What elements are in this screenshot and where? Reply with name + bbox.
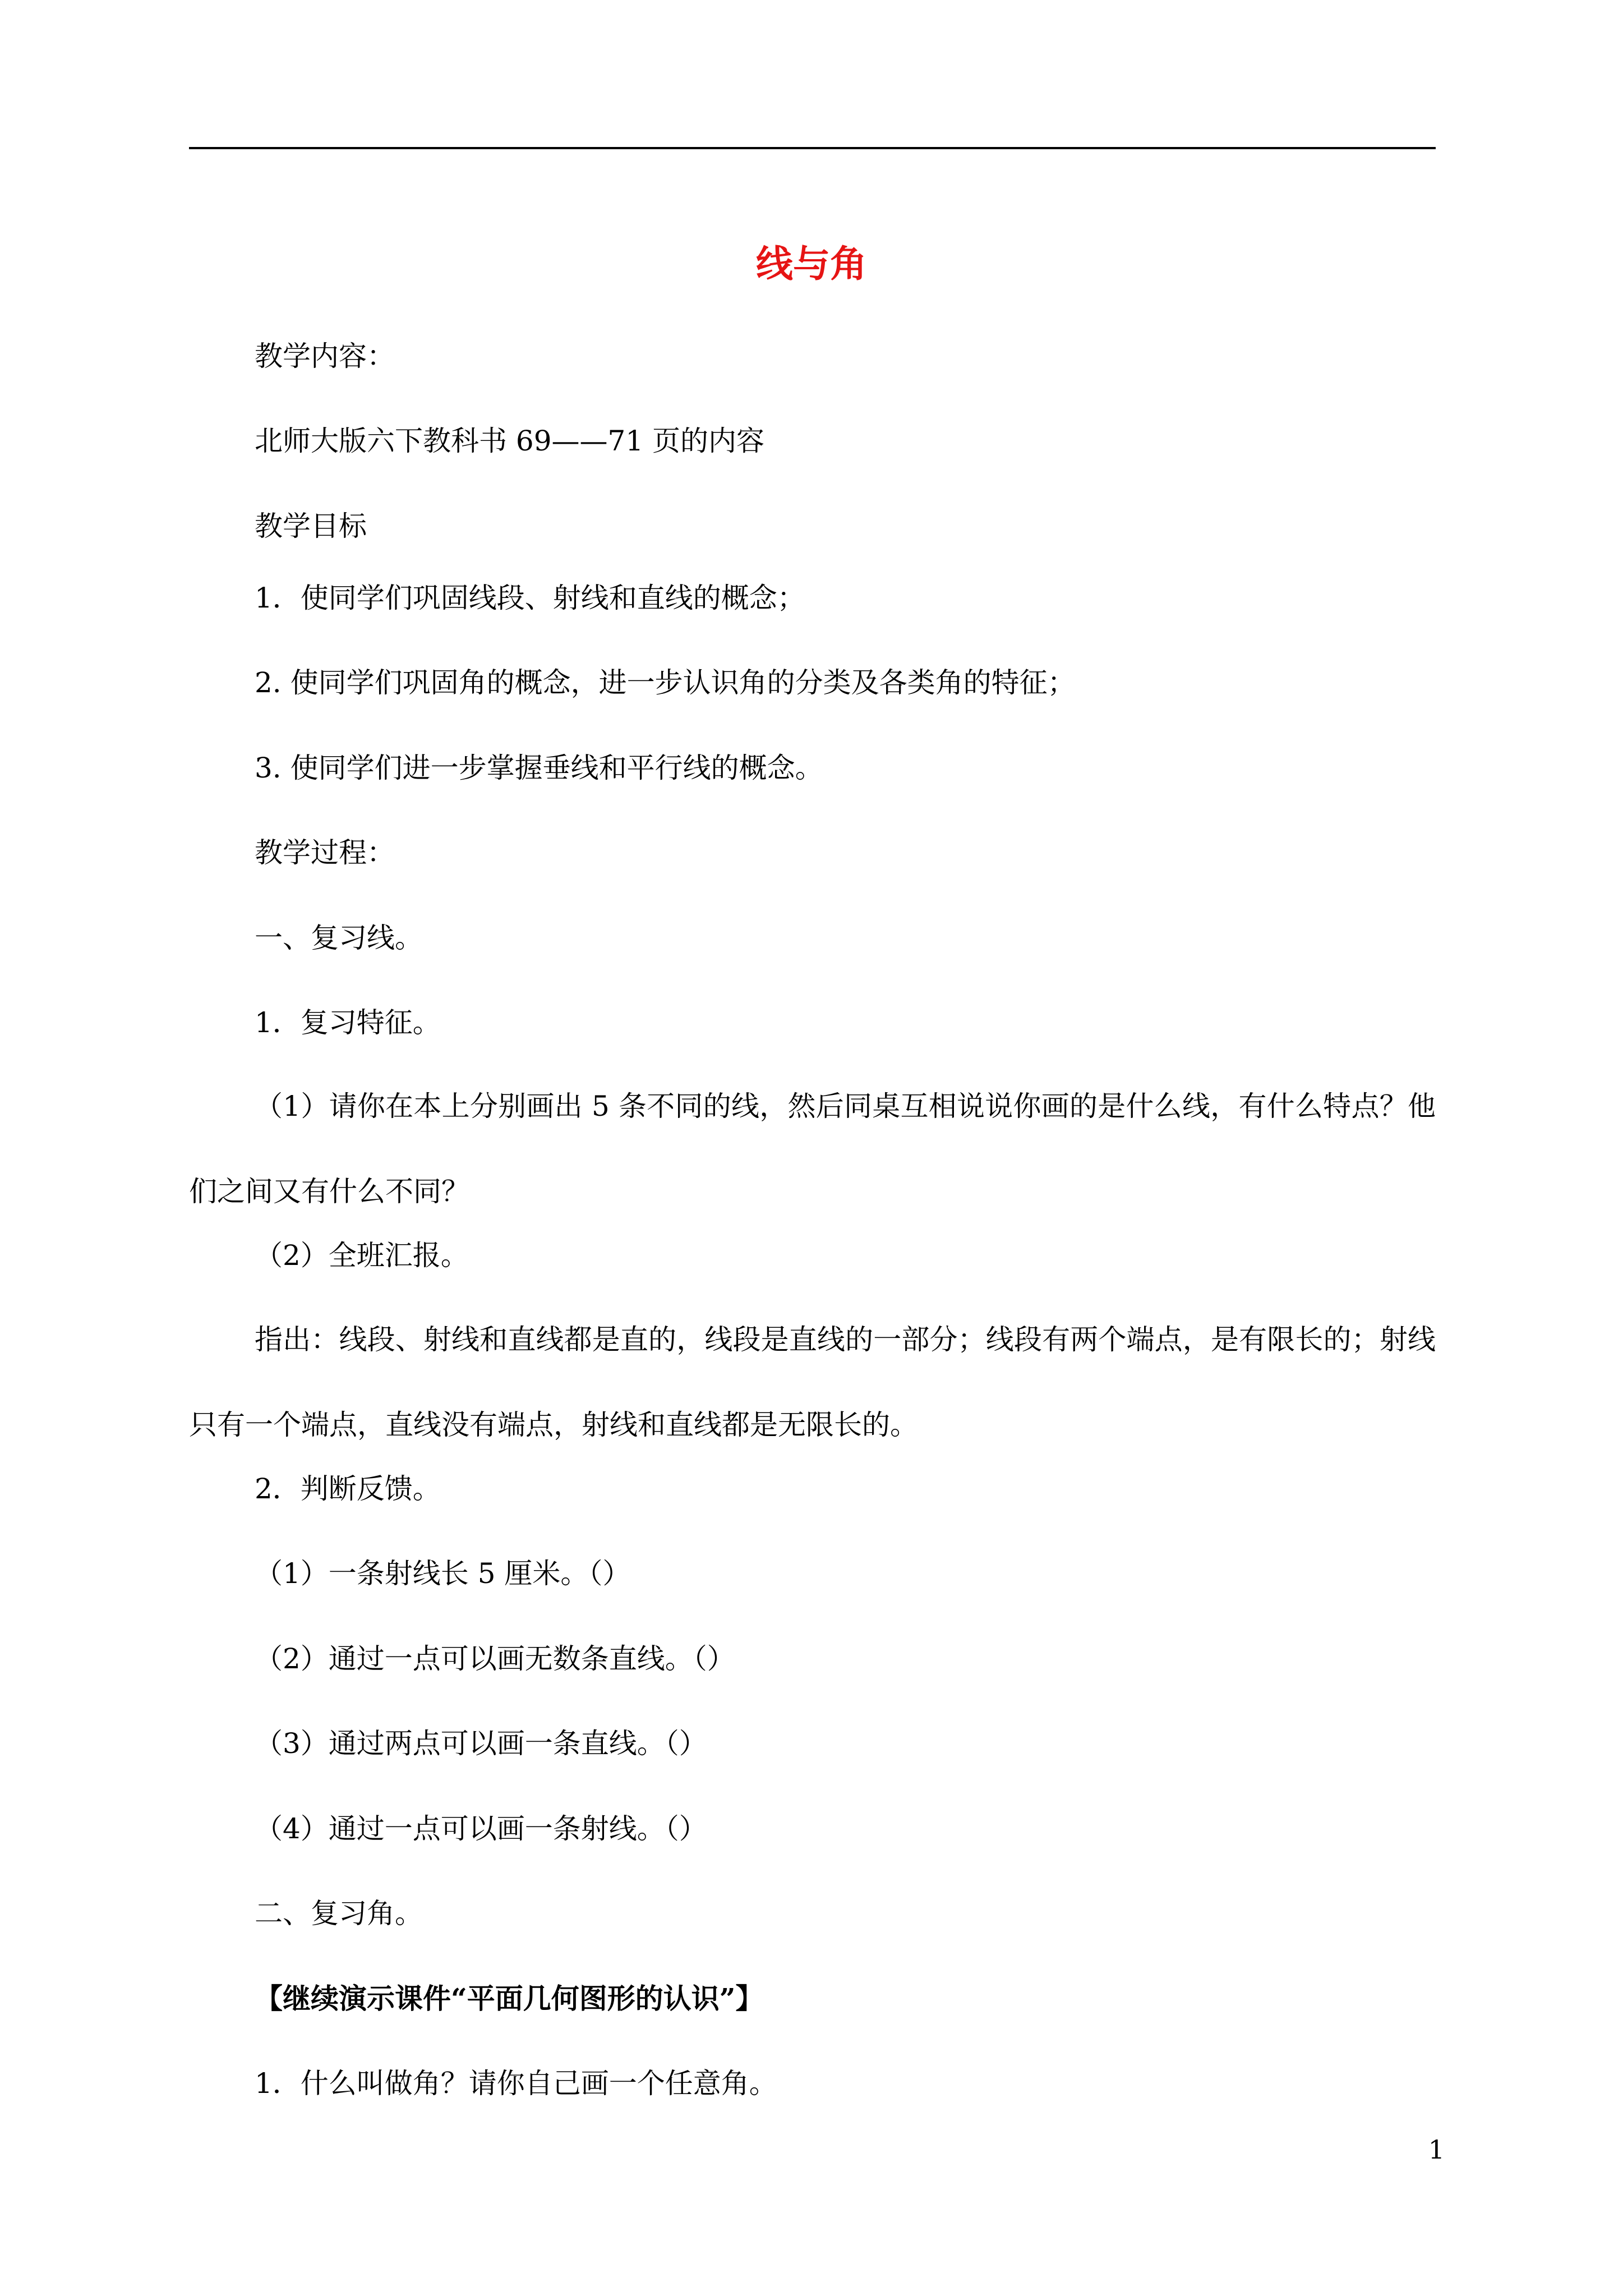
section-label-process: 教学过程： xyxy=(255,836,395,869)
judgement-item-4: （4）通过一点可以画一条射线。（） xyxy=(255,1812,707,1845)
header-rule xyxy=(189,147,1436,149)
judgement-item-1: （1）一条射线长 5 厘米。（） xyxy=(255,1557,631,1590)
paragraph-point-out: 指出：线段、射线和直线都是直的，线段是直线的一部分；线段有两个端点，是有限长的；射线只有一个端点，直线没有端点，射线和直线都是无限长的。 xyxy=(189,1323,1436,1441)
courseware-note: 【继续演示课件“平面几何图形的认识”】 xyxy=(255,1982,764,2015)
judgement-item-2: （2）通过一点可以画无数条直线。（） xyxy=(255,1642,735,1675)
goal-item-2: 2. 使同学们巩固角的概念，进一步认识角的分类及各类角的特征； xyxy=(255,666,1076,699)
goal-item-1: 1．使同学们巩固线段、射线和直线的概念； xyxy=(255,582,805,614)
question-angle: 1．什么叫做角？请你自己画一个任意角。 xyxy=(255,2067,777,2100)
section-label-goals: 教学目标 xyxy=(255,510,367,542)
class-report: （2）全班汇报。 xyxy=(255,1239,469,1272)
heading-review-lines: 一、复习线。 xyxy=(255,922,423,954)
section-label-content: 教学内容： xyxy=(255,340,395,372)
page-number: 1 xyxy=(1428,2134,1445,2165)
heading-review-angles: 二、复习角。 xyxy=(255,1897,423,1930)
judgement-item-3: （3）通过两点可以画一条直线。（） xyxy=(255,1727,707,1760)
document-title: 线与角 xyxy=(756,242,867,286)
subheading-features: 1．复习特征。 xyxy=(255,1006,441,1039)
subheading-judgement: 2．判断反馈。 xyxy=(255,1473,441,1505)
content-text: 北师大版六下教科书 69——71 页的内容 xyxy=(255,425,765,457)
goal-item-3: 3. 使同学们进一步掌握垂线和平行线的概念。 xyxy=(255,752,823,784)
paragraph-draw-lines: （1）请你在本上分别画出 5 条不同的线，然后同桌互相说说你画的是什么线，有什么特点？他们之间又有什么不同？ xyxy=(189,1090,1436,1208)
